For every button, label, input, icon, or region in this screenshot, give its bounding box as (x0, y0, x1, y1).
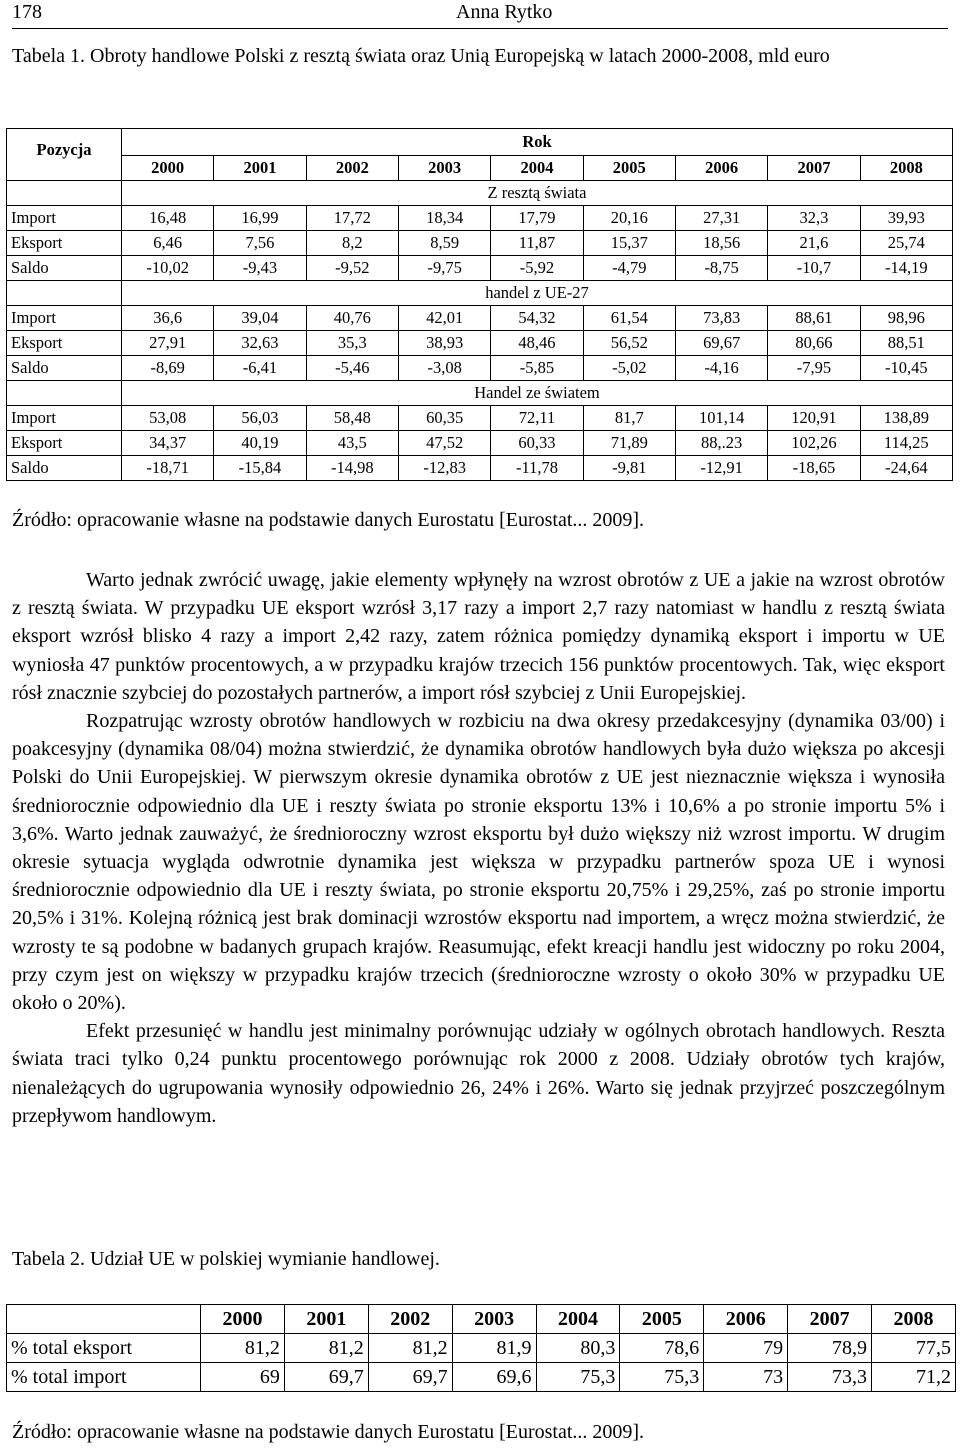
table1-cell: 39,04 (214, 306, 306, 331)
table2-cell: 80,3 (536, 1334, 620, 1363)
table1-cell: -8,69 (122, 356, 214, 381)
table2-year-header: 2001 (284, 1305, 368, 1334)
table1-section-title: handel z UE-27 (122, 281, 953, 306)
table1-cell: 38,93 (398, 331, 490, 356)
table1-years-row (7, 156, 953, 181)
table1-position-header: Pozycja (7, 129, 122, 181)
table1-section-row (7, 281, 953, 306)
table2-year-header: 2000 (201, 1305, 285, 1334)
table2-row-label: % total import (7, 1363, 201, 1392)
table2-cell: 81,2 (368, 1334, 452, 1363)
table1-cell: 88,51 (860, 331, 952, 356)
table1-year-header: 2001 (214, 156, 306, 181)
table1-cell: -11,78 (491, 456, 583, 481)
table1-cell: 138,89 (860, 406, 952, 431)
table1-cell: 40,19 (214, 431, 306, 456)
table1-cell: -3,08 (398, 356, 490, 381)
table1-cell: 8,2 (306, 231, 398, 256)
table2-cell: 79 (704, 1334, 788, 1363)
table2-years-row (7, 1305, 956, 1334)
table1-row (7, 331, 953, 356)
table1-year-header: 2008 (860, 156, 952, 181)
table2-cell: 73,3 (788, 1363, 872, 1392)
table1-section-blank-cell (7, 381, 122, 406)
table1-cell: 88,.23 (675, 431, 767, 456)
table2-cell: 71,2 (872, 1363, 956, 1392)
table1-cell: 80,66 (768, 331, 860, 356)
table1-caption: Tabela 1. Obroty handlowe Polski z resztą świata oraz Unią Europejską w latach 2000-2008, mld euro (12, 45, 830, 67)
table1-cell: 58,48 (306, 406, 398, 431)
table1-section-row (7, 181, 953, 206)
table1-cell: -5,46 (306, 356, 398, 381)
table1-cell: 6,46 (122, 231, 214, 256)
table1-cell: 61,54 (583, 306, 675, 331)
table1-cell: 7,56 (214, 231, 306, 256)
table1-cell: 15,37 (583, 231, 675, 256)
table1-row (7, 356, 953, 381)
table1-source: Źródło: opracowanie własne na podstawie danych Eurostatu [Eurostat... 2009]. (12, 509, 645, 531)
table2-cell: 81,9 (452, 1334, 536, 1363)
table1-cell: 101,14 (675, 406, 767, 431)
table2-row (7, 1334, 956, 1363)
table1-cell: 42,01 (398, 306, 490, 331)
table1-cell: -10,02 (122, 256, 214, 281)
table1-row (7, 206, 953, 231)
table1 (6, 128, 953, 481)
table2-cell: 73 (704, 1363, 788, 1392)
table1-cell: -15,84 (214, 456, 306, 481)
table1-year-header: 2004 (491, 156, 583, 181)
table1-cell: -5,02 (583, 356, 675, 381)
table1-cell: -18,65 (768, 456, 860, 481)
table2-cell: 78,9 (788, 1334, 872, 1363)
table2-year-header: 2002 (368, 1305, 452, 1334)
table2-row-label: % total eksport (7, 1334, 201, 1363)
table2-cell: 78,6 (620, 1334, 704, 1363)
table1-cell: 39,93 (860, 206, 952, 231)
table1-cell: -24,64 (860, 456, 952, 481)
table1-cell: 35,3 (306, 331, 398, 356)
table1-cell: 17,79 (491, 206, 583, 231)
table1-row-label: Eksport (7, 231, 122, 256)
table1-cell: 120,91 (768, 406, 860, 431)
table1-row-label: Eksport (7, 431, 122, 456)
table1-row-label: Saldo (7, 456, 122, 481)
table1-section-blank-cell (7, 281, 122, 306)
table2-cell: 77,5 (872, 1334, 956, 1363)
table1-cell: 60,33 (491, 431, 583, 456)
table2-corner-cell (7, 1305, 201, 1334)
table2-cell: 81,2 (284, 1334, 368, 1363)
table1-cell: 16,48 (122, 206, 214, 231)
running-header (12, 0, 948, 29)
table1-cell: 54,32 (491, 306, 583, 331)
table1-row (7, 431, 953, 456)
table1-row-label: Eksport (7, 331, 122, 356)
table1-cell: 47,52 (398, 431, 490, 456)
paragraph: Efekt przesunięć w handlu jest minimalny porównując udziały w ogólnych obrotach handlowych. Reszta świata traci tylko 0,24 punktu procentowego porównując rok 2000 z 2008. Udziały obrotów tych krajów, nienależących do ugrupowania wynosiły odpowiednio 26, 24% i 26%. Warto się jednak przyjrzeć poszczególnym przepływom handlowym. (12, 1020, 945, 1127)
table1-cell: 18,34 (398, 206, 490, 231)
table1-cell: -4,79 (583, 256, 675, 281)
table2-year-header: 2005 (620, 1305, 704, 1334)
table1-cell: -9,81 (583, 456, 675, 481)
table1-cell: -12,83 (398, 456, 490, 481)
table1-cell: 8,59 (398, 231, 490, 256)
table1-year-group-header: Rok (122, 129, 953, 156)
table1-cell: 25,74 (860, 231, 952, 256)
table1-cell: 56,03 (214, 406, 306, 431)
running-author: Anna Rytko (456, 1, 553, 23)
table1-cell: 11,87 (491, 231, 583, 256)
table2-year-header: 2007 (788, 1305, 872, 1334)
table1-cell: -14,98 (306, 456, 398, 481)
table1-cell: -9,75 (398, 256, 490, 281)
table2-cell: 81,2 (201, 1334, 285, 1363)
table1-cell: 20,16 (583, 206, 675, 231)
table2 (6, 1304, 956, 1392)
table1-row (7, 456, 953, 481)
table2-year-header: 2003 (452, 1305, 536, 1334)
table2-caption: Tabela 2. Udział UE w polskiej wymianie handlowej. (12, 1248, 440, 1270)
table1-year-header: 2000 (122, 156, 214, 181)
table1-cell: -5,92 (491, 256, 583, 281)
table1-cell: -10,7 (768, 256, 860, 281)
table1-header-row (7, 129, 953, 156)
table1-cell: -7,95 (768, 356, 860, 381)
table1-row (7, 256, 953, 281)
table1-cell: 102,26 (768, 431, 860, 456)
table1-section-title: Handel ze światem (122, 381, 953, 406)
table2-cell: 69 (201, 1363, 285, 1392)
table2-source: Źródło: opracowanie własne na podstawie danych Eurostatu [Eurostat... 2009]. (12, 1421, 645, 1443)
table1-cell: 17,72 (306, 206, 398, 231)
table2-year-header: 2006 (704, 1305, 788, 1334)
table1-year-header: 2002 (306, 156, 398, 181)
table1-cell: 48,46 (491, 331, 583, 356)
table1-cell: -5,85 (491, 356, 583, 381)
table2-cell: 75,3 (536, 1363, 620, 1392)
page-number: 178 (12, 1, 42, 23)
table2-cell: 69,6 (452, 1363, 536, 1392)
table1-section-row (7, 381, 953, 406)
body-text (12, 566, 945, 1130)
table1-cell: 71,89 (583, 431, 675, 456)
table1-cell: 32,63 (214, 331, 306, 356)
table1-year-header: 2006 (675, 156, 767, 181)
table1-year-header: 2003 (398, 156, 490, 181)
paragraph: Warto jednak zwrócić uwagę, jakie elementy wpłynęły na wzrost obrotów z UE a jakie na wzrost obrotów z resztą świata. W przypadku UE eksport wzrósł 3,17 razy a import 2,7 razy natomiast w handlu z resztą świata eksport wzrósł blisko 4 razy a import 2,42 razy, zatem różnica pomiędzy dynamiką eksport i importu w UE wyniosła 47 punktów procentowych, a w przypadku krajów trzecich 156 punktów procentowych. Tak, więc eksport rósł znacznie szybciej do pozostałych partnerów, a import rósł szybciej z Unii Europejskiej. (12, 569, 945, 704)
table1-cell: 21,6 (768, 231, 860, 256)
table1-row-label: Import (7, 306, 122, 331)
table1-cell: 18,56 (675, 231, 767, 256)
table1-cell: 16,99 (214, 206, 306, 231)
table2-cell: 75,3 (620, 1363, 704, 1392)
table1-cell: 69,67 (675, 331, 767, 356)
table1-cell: 27,91 (122, 331, 214, 356)
table2-cell: 69,7 (284, 1363, 368, 1392)
paragraph: Rozpatrując wzrosty obrotów handlowych w rozbiciu na dwa okresy przedakcesyjny (dynamika 03/00) i poakcesyjny (dynamika 08/04) można stwierdzić, że dynamika obrotów handlowych była dużo większa po akcesji Polski do Unii Europejskiej. W pierwszym okresie dynamika obrotów z UE jest nieznacznie większa i wynosiła średniorocznie odpowiednio dla UE i reszty świata po stronie eksportu 13% i 10,6% a po stronie importu 5% i 3,6%. Warto jednak zauważyć, że średnioroczny wzrost eksportu był dużo większy niż wzrost importu. W drugim okresie sytuacja wygląda odwrotnie dynamika jest większa w przypadku partnerów spoza UE i wynosi średniorocznie odpowiednio dla UE i reszty świata, po stronie eksportu 20,75% i 29,25%, zaś po stronie importu 20,5% i 31%. Kolejną różnicą jest brak dominacji wzrostów eksportu nad importem, a wręcz można stwierdzić, że wzrosty te są podobne w badanych grupach krajów. Reasumując, efekt kreacji handlu jest widoczny po roku 2004, przy czym jest on większy w przypadku krajów trzecich (średnioroczne wzrosty o około 30% w przypadku UE około o 20%). (12, 710, 945, 1015)
table1-section-blank-cell (7, 181, 122, 206)
table1-row-label: Saldo (7, 256, 122, 281)
table1-cell: -9,52 (306, 256, 398, 281)
table1-cell: 73,83 (675, 306, 767, 331)
table1-cell: -9,43 (214, 256, 306, 281)
table1-year-header: 2007 (768, 156, 860, 181)
table1-section-title: Z resztą świata (122, 181, 953, 206)
table1-cell: 53,08 (122, 406, 214, 431)
table1-cell: -10,45 (860, 356, 952, 381)
table1-cell: 114,25 (860, 431, 952, 456)
table1-year-header: 2005 (583, 156, 675, 181)
table1-row-label: Import (7, 406, 122, 431)
table1-cell: -8,75 (675, 256, 767, 281)
table1-cell: 43,5 (306, 431, 398, 456)
table1-cell: 81,7 (583, 406, 675, 431)
table1-cell: 40,76 (306, 306, 398, 331)
table1-row-label: Import (7, 206, 122, 231)
table2-year-header: 2004 (536, 1305, 620, 1334)
table1-cell: 36,6 (122, 306, 214, 331)
table1-cell: 72,11 (491, 406, 583, 431)
table2-cell: 69,7 (368, 1363, 452, 1392)
table2-year-header: 2008 (872, 1305, 956, 1334)
table1-cell: 56,52 (583, 331, 675, 356)
table1-cell: -12,91 (675, 456, 767, 481)
table1-cell: -6,41 (214, 356, 306, 381)
table1-cell: 34,37 (122, 431, 214, 456)
table1-row (7, 306, 953, 331)
table1-row-label: Saldo (7, 356, 122, 381)
table2-row (7, 1363, 956, 1392)
table1-cell: 27,31 (675, 206, 767, 231)
table1-row (7, 231, 953, 256)
table1-cell: 32,3 (768, 206, 860, 231)
table1-row (7, 406, 953, 431)
table1-cell: 88,61 (768, 306, 860, 331)
table1-cell: 98,96 (860, 306, 952, 331)
table1-cell: -4,16 (675, 356, 767, 381)
table1-cell: -18,71 (122, 456, 214, 481)
table1-cell: -14,19 (860, 256, 952, 281)
table1-cell: 60,35 (398, 406, 490, 431)
